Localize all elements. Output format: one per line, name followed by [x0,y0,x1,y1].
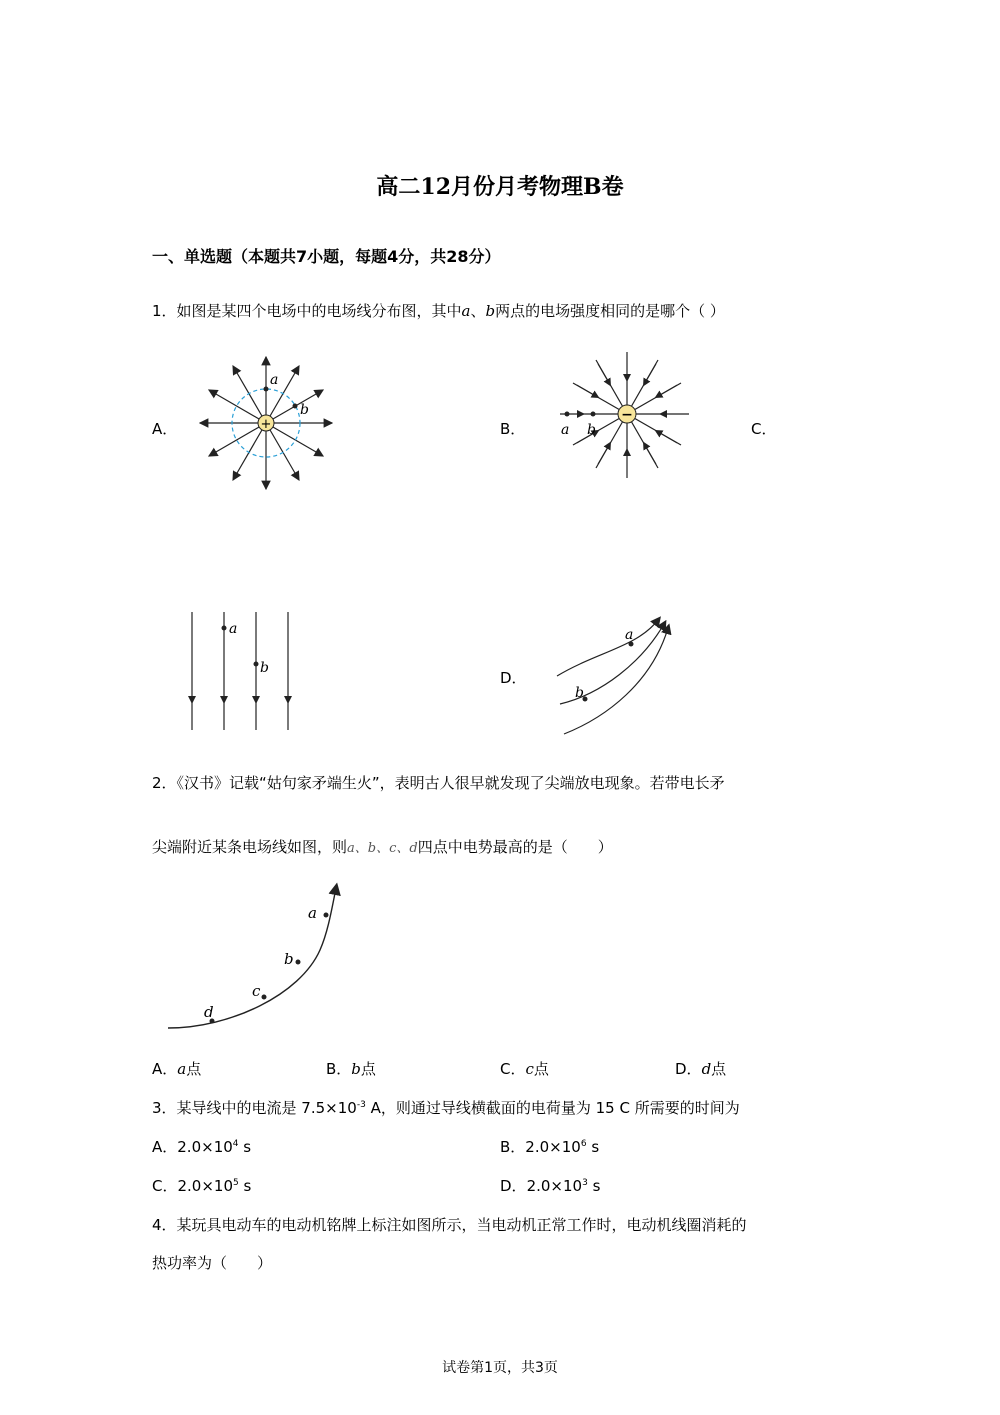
q2-option-c-key: C． [500,1060,526,1078]
question-4-line2: 热功率为（ ） [152,1254,273,1272]
fig-c-point-a: a [229,621,238,637]
figure-q2-field-line [160,880,350,1035]
page-footer: 试卷第1页，共3页 [442,1360,558,1376]
q2-option-d-key: D． [675,1060,702,1078]
option-a-label: A． [152,420,178,438]
q2-option-a-key: A． [152,1060,178,1078]
q3-option-d [500,1175,600,1196]
figure-b-negative-charge [555,348,700,488]
option-d-label: D． [500,669,527,687]
q3-option-c-exp: 5 [233,1178,239,1188]
q3-option-c-unit: s [238,1177,252,1195]
fig-q2-point-b: b [284,950,294,968]
q2-option-c [500,1058,549,1079]
question-2-line2 [152,836,613,857]
question-2-points: a、b、c、d [347,841,418,856]
q3-prefix: 3．某导线中的电流是 7.5×10 [152,1099,357,1117]
question-1-prefix: 1．如图是某四个电场中的电场线分布图，其中 [152,302,462,320]
q2-option-b-var: b [351,1060,361,1078]
separator: 、 [470,302,486,320]
fig-q2-point-d: d [204,1003,214,1021]
q3-option-c-base: 2.0×10 [177,1177,233,1195]
fig-b-point-b: b [587,422,596,438]
q2-option-d-unit: 点 [711,1060,727,1078]
fig-c-point-b: b [260,660,269,676]
q2-option-a [152,1058,201,1079]
q3-option-b-base: 2.0×10 [525,1138,581,1156]
q3-suffix: A，则通过导线横截面的电荷量为 15 C 所需要的时间为 [365,1099,740,1117]
q2-option-c-unit: 点 [533,1060,549,1078]
option-c-label: C． [751,420,777,438]
q3-option-d-exp: 3 [582,1178,588,1188]
plus-sign: + [260,417,272,432]
question-1-stem [152,300,725,321]
q3-exponent: -3 [356,1100,366,1110]
q3-option-a-base: 2.0×10 [177,1138,233,1156]
question-1-suffix: 两点的电场强度相同的是哪个（ ） [495,302,725,320]
q3-option-d-key: D． [500,1177,527,1195]
q2-option-a-unit: 点 [186,1060,202,1078]
q3-option-a [152,1136,251,1157]
question-2-prefix: 尖端附近某条电场线如图，则 [152,838,348,856]
option-b-label: B． [500,420,526,438]
q3-option-a-key: A． [152,1138,178,1156]
figure-c-uniform-field [180,608,300,734]
q3-option-a-unit: s [238,1138,252,1156]
q3-option-b-key: B． [500,1138,526,1156]
question-4-line1: 4．某玩具电动车的电动机铭牌上标注如图所示，当电动机正常工作时，电动机线圈消耗的 [152,1216,747,1234]
question-2-line1: 2．《汉书》记载“姑句家矛端生火”，表明古人很早就发现了尖端放电现象。若带电长矛 [152,774,725,792]
q3-option-a-exp: 4 [232,1139,239,1149]
q3-option-b [500,1136,599,1157]
q2-option-a-var: a [177,1060,187,1078]
fig-a-point-b: b [300,402,309,418]
point-b-label: b [485,302,496,320]
q2-option-b-unit: 点 [360,1060,376,1078]
q2-option-d [675,1058,726,1079]
q3-option-c [152,1175,251,1196]
minus-sign: − [621,407,633,423]
q3-option-b-exp: 6 [580,1139,587,1149]
fig-a-point-a: a [270,372,279,388]
fig-q2-point-a: a [308,904,317,922]
figure-a-positive-charge [195,350,340,495]
q3-option-b-unit: s [586,1138,600,1156]
section-heading: 一、单选题（本题共7小题，每题4分，共28分） [152,247,501,266]
q2-option-c-var: c [525,1060,534,1078]
point-a-label: a [461,302,471,320]
q2-option-b-key: B． [326,1060,352,1078]
fig-d-point-b: b [575,685,584,701]
q3-option-c-key: C． [152,1177,178,1195]
question-2-suffix: 四点中电势最高的是（ ） [417,838,613,856]
page-title: 高二12月份月考物理B卷 [376,174,624,200]
q2-option-b [326,1058,376,1079]
fig-b-point-a: a [561,422,570,438]
q2-option-d-var: d [701,1060,712,1078]
q3-option-d-unit: s [587,1177,601,1195]
figure-d-curved-field [552,612,677,737]
question-3-stem [152,1097,740,1118]
fig-d-point-a: a [625,627,634,643]
fig-q2-point-c: c [252,982,261,1000]
q3-option-d-base: 2.0×10 [526,1177,583,1195]
